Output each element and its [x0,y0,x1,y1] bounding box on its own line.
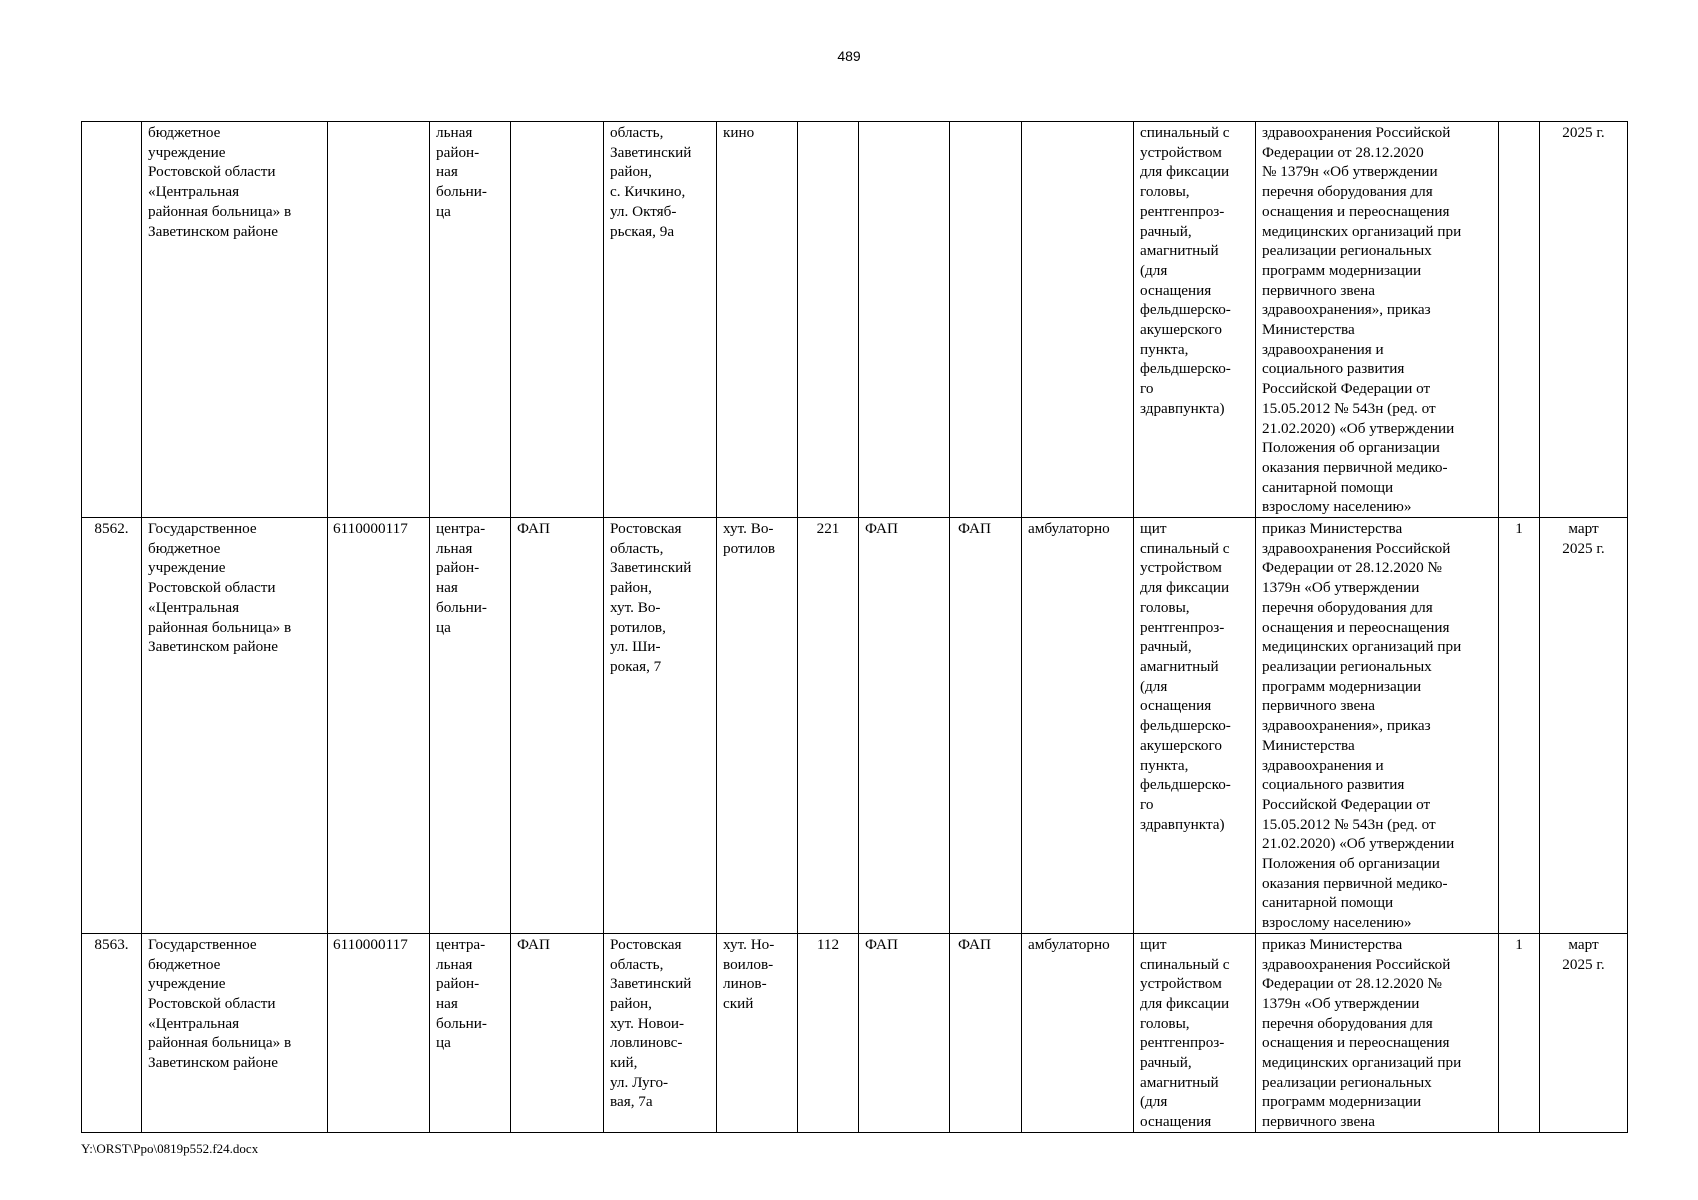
inn-cell: 6110000117 [328,518,430,934]
row-number-cell [82,122,142,518]
legal-basis-cell: приказ Министерства здравоохранения Российской Федерации от 28.12.2020 № 1379н «Об утверждении перечня оборудования для оснащения и переоснащения медицинских организаций при реализации региональных программ модернизации первичного звена здравоохранения», приказ Министерства здравоохранения и социального развития Российской Федерации от 15.05.2012 № 543н (ред. от 21.02.2020) «Об утверждении Положения об организации оказания первичной медико- санитарной помощи взрослому населению» [1256,518,1499,934]
unit-type-2-cell: ФАП [950,518,1022,934]
table-row [82,122,1628,518]
address-cell: Ростовская область, Заветинский район, хут. Во- ротилов, ул. Ши- рокая, 7 [604,518,717,934]
care-form-cell: амбулаторно [1022,518,1134,934]
address-cell: Ростовская область, Заветинский район, хут. Новои- ловлиновс- кий, ул. Луго- вая, 7а [604,933,717,1132]
equipment-cell: щит спинальный с устройством для фиксации головы, рентгенпроз- рачный, амагнитный (для оснащения фельдшерско- акушерского пункта, фельдшерско- го здравпункта) [1134,518,1256,934]
settlement-cell: хут. Но- воилов- линов- ский [717,933,798,1132]
care-form-cell: амбулаторно [1022,933,1134,1132]
footer-file-path: Y:\ORST\Ppo\0819p552.f24.docx [81,1141,259,1156]
unit-cell: ФАП [511,933,604,1132]
quantity-cell: 1 [1499,518,1540,934]
row-number-cell: 8563. [82,933,142,1132]
legal-basis-cell: приказ Министерства здравоохранения Российской Федерации от 28.12.2020 № 1379н «Об утверждении перечня оборудования для оснащения и переоснащения медицинских организаций при реализации региональных программ модернизации первичного звена [1256,933,1499,1132]
equipment-cell: щит спинальный с устройством для фиксации головы, рентгенпроз- рачный, амагнитный (для оснащения [1134,933,1256,1132]
organization-cell: Государственное бюджетное учреждение Ростовской области «Центральная районная больница» в Заветинском районе [142,518,328,934]
date-cell: март 2025 г. [1540,933,1628,1132]
equipment-table [81,121,1628,1133]
inn-cell: 6110000117 [328,933,430,1132]
settlement-cell: кино [717,122,798,518]
unit-cell: ФАП [511,518,604,934]
settlement-cell: хут. Во- ротилов [717,518,798,934]
unit-type-cell [859,122,950,518]
unit-type-cell: ФАП [859,518,950,934]
table-row [82,933,1628,1132]
date-cell: 2025 г. [1540,122,1628,518]
inn-cell [328,122,430,518]
quantity-cell [1499,122,1540,518]
quantity-cell: 1 [1499,933,1540,1132]
population-cell: 112 [798,933,859,1132]
legal-basis-cell: здравоохранения Российской Федерации от 28.12.2020 № 1379н «Об утверждении перечня оборудования для оснащения и переоснащения медицинских организаций при реализации региональных программ модернизации первичного звена здравоохранения», приказ Министерства здравоохранения и социального развития Российской Федерации от 15.05.2012 № 543н (ред. от 21.02.2020) «Об утверждении Положения об организации оказания первичной медико- санитарной помощи взрослому населению» [1256,122,1499,518]
organization-type-cell: центра- льная район- ная больни- ца [430,518,511,934]
organization-type-cell: центра- льная район- ная больни- ца [430,933,511,1132]
organization-type-cell: льная район- ная больни- ца [430,122,511,518]
population-cell [798,122,859,518]
unit-cell [511,122,604,518]
unit-type-2-cell: ФАП [950,933,1022,1132]
unit-type-2-cell [950,122,1022,518]
organization-cell: бюджетное учреждение Ростовской области «Центральная районная больница» в Заветинском районе [142,122,328,518]
care-form-cell [1022,122,1134,518]
address-cell: область, Заветинский район, с. Кичкино, ул. Октяб- рьская, 9а [604,122,717,518]
organization-cell: Государственное бюджетное учреждение Ростовской области «Центральная районная больница» в Заветинском районе [142,933,328,1132]
population-cell: 221 [798,518,859,934]
row-number-cell: 8562. [82,518,142,934]
equipment-cell: спинальный с устройством для фиксации головы, рентгенпроз- рачный, амагнитный (для оснащения фельдшерско- акушерского пункта, фельдшерско- го здравпункта) [1134,122,1256,518]
date-cell: март 2025 г. [1540,518,1628,934]
unit-type-cell: ФАП [859,933,950,1132]
table-row [82,518,1628,934]
page-number: 489 [837,48,861,64]
